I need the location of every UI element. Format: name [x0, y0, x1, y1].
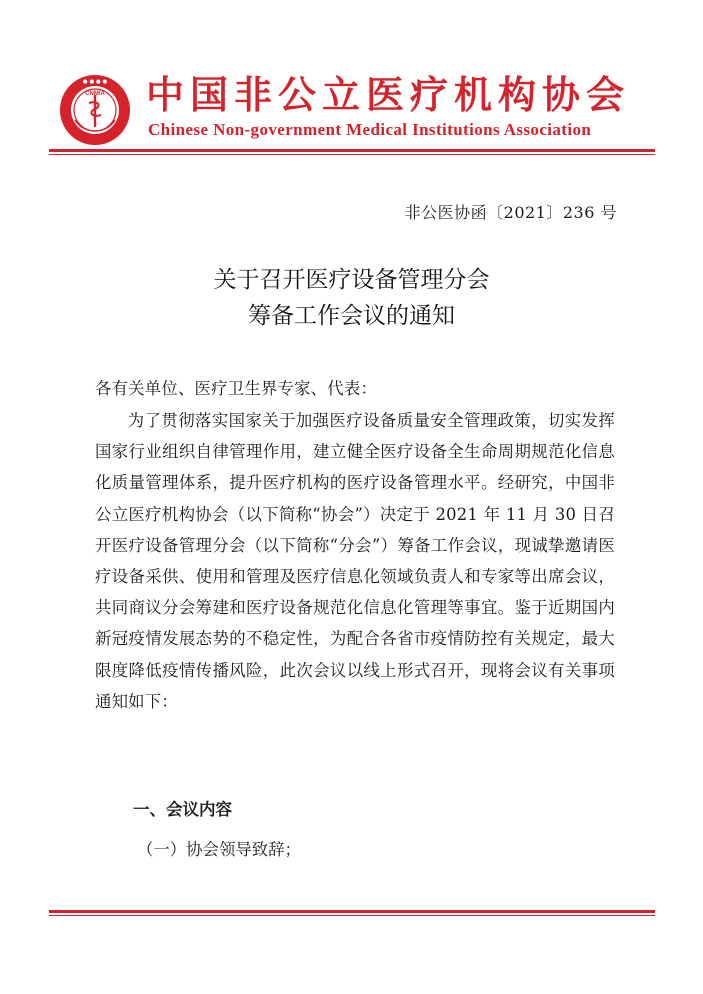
organization-name-en: Chinese Non-government Medical Institutions Association [148, 120, 592, 139]
salutation-text: 各有关单位、医疗卫生界专家、代表： [95, 379, 378, 398]
document-title-line-2: 筹备工作会议的通知 [248, 303, 455, 329]
document-number: 非公医协函〔2021〕236 号 [404, 203, 617, 222]
document-title-line-1: 关于召开医疗设备管理分会 [213, 267, 490, 293]
association-logo [58, 73, 132, 147]
header-rule-thick [49, 149, 655, 152]
letterhead [0, 0, 703, 160]
organization-name-cn: 中国非公立医疗机构协会 [146, 73, 631, 117]
footer-rule-thick [49, 910, 655, 913]
footer-rule-thin [49, 915, 655, 916]
header-rule-thin [49, 154, 655, 155]
logo-abbreviation: CNMIA [85, 91, 105, 97]
svg-text:● ● ● ●: ● ● ● ● [82, 79, 108, 85]
section-heading-1: 一、会议内容 [133, 800, 232, 819]
salutation [95, 373, 615, 404]
paragraph-1: 为了贯彻落实国家关于加强医疗设备质量安全管理政策，切实发挥国家行业组织自律管理作用，建立健全医疗设备全生命周期规范化信息化质量管理体系，提升医疗机构的医疗设备管理水平。经研究，中国非公立医疗机构协会（以下简称“协会”）决定于 2021 年 11 月 30 日召开医疗设备管理分会（以下简称“分会”）筹备工作会议，现诚挚邀请医疗设备采供、使用和管理及医疗信息化领域负责人和专家等出席会议，共同商议分会筹建和医疗设备规范化信息化管理等事宜。鉴于近期国内新冠疫情发展态势的不稳定性，为配合各省市疫情防控有关规定，最大限度降低疫情传播风险，此次会议以线上形式召开，现将会议有关事项通知如下： [95, 411, 615, 711]
list-item-1: （一）协会领导致辞； [137, 840, 301, 859]
body-paragraph [95, 405, 615, 717]
